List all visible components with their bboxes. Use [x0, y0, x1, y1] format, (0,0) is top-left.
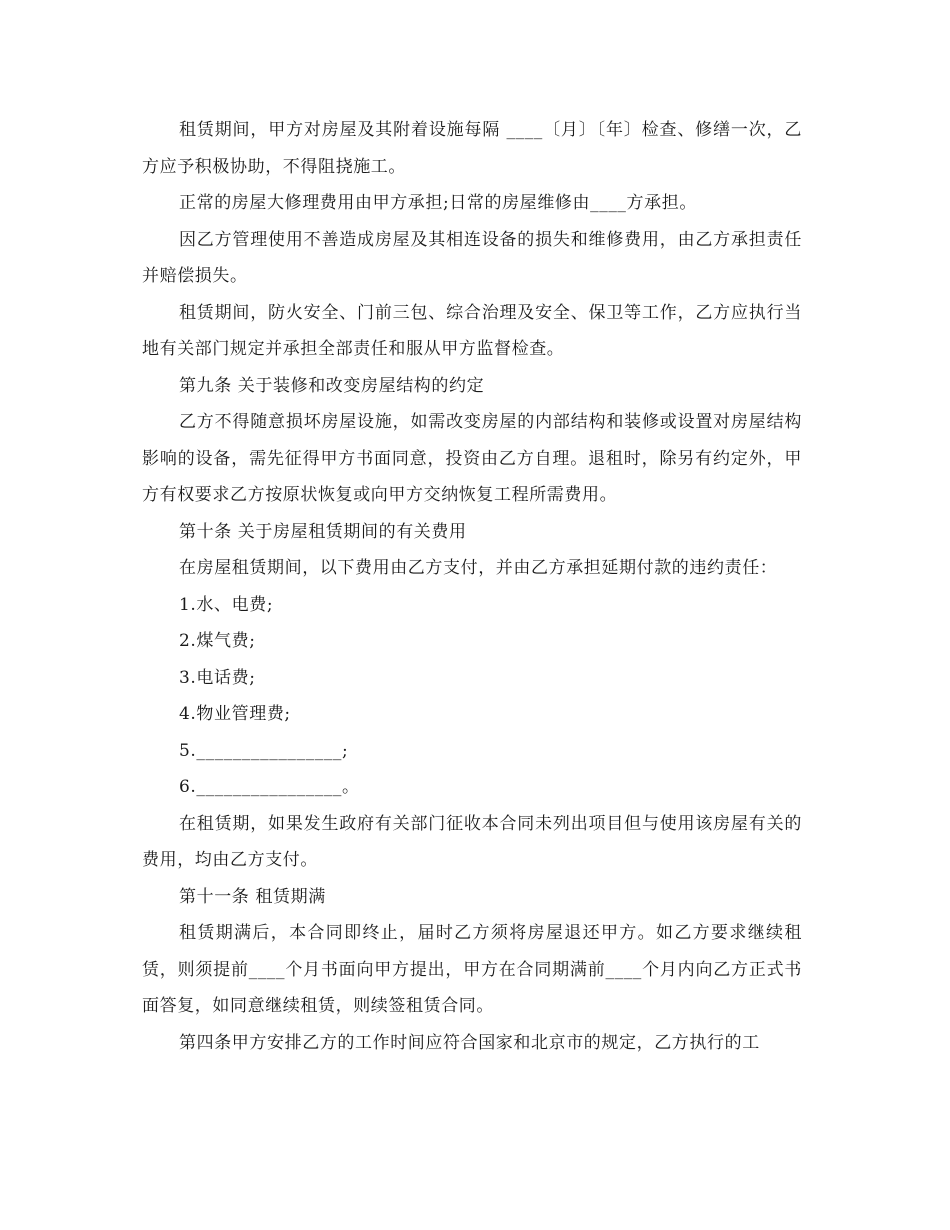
list-item-blank-5: 5.________________;: [179, 740, 349, 761]
paragraph-inspection-repair: 租赁期间，甲方对房屋及其附着设施每隔 ____〔月〕〔年〕检查、修缮一次，乙方应予积极协助，不得阻挠施工。: [142, 120, 802, 177]
paragraph-government-fees: 在租赁期，如果发生政府有关部门征收本合同未列出项目但与使用该房屋有关的费用，均由乙方支付。: [142, 813, 802, 870]
article-10-heading: 第十条 关于房屋租赁期间的有关费用: [179, 521, 467, 542]
paragraph-article-4-work-time: 第四条甲方安排乙方的工作时间应符合国家和北京市的规定，乙方执行的工: [179, 1032, 760, 1053]
list-item-gas: 2.煤气费;: [179, 631, 256, 651]
paragraph-repair-costs: 正常的房屋大修理费用由甲方承担;日常的房屋维修由____方承担。: [179, 193, 697, 213]
list-item-blank-6: 6.________________。: [179, 777, 360, 797]
list-item-telephone: 3.电话费;: [179, 667, 256, 688]
list-item-property-management: 4.物业管理费;: [179, 704, 291, 724]
article-9-heading: 第九条 关于装修和改变房屋结构的约定: [179, 375, 485, 396]
article-11-heading: 第十一条 租赁期满: [179, 886, 326, 907]
paragraph-renovation-rules: 乙方不得随意损坏房屋设施，如需改变房屋的内部结构和装修或设置对房屋结构影响的设备，需先征得甲方书面同意，投资由乙方自理。退租时，除另有约定外，甲方有权要求乙方按原状恢复或向甲方交纳恢复工程所需费用。: [142, 412, 802, 505]
paragraph-lease-expiry: 租赁期满后，本合同即终止，届时乙方须将房屋退还甲方。如乙方要求继续租赁，则须提前____个月书面向甲方提出，甲方在合同期满前____个月内向乙方正式书面答复，如同意继续租赁，则续签租赁合同。: [142, 923, 802, 1016]
paragraph-damage-liability: 因乙方管理使用不善造成房屋及其相连设备的损失和维修费用，由乙方承担责任并赔偿损失。: [142, 229, 802, 286]
paragraph-fees-intro: 在房屋租赁期间，以下费用由乙方支付，并由乙方承担延期付款的违约责任：: [179, 558, 778, 578]
paragraph-safety-duties: 租赁期间，防火安全、门前三包、综合治理及安全、保卫等工作，乙方应执行当地有关部门规定并承担全部责任和服从甲方监督检查。: [142, 302, 802, 359]
document-page: [142, 112, 802, 1061]
list-item-water-electricity: 1.水、电费;: [179, 594, 274, 615]
